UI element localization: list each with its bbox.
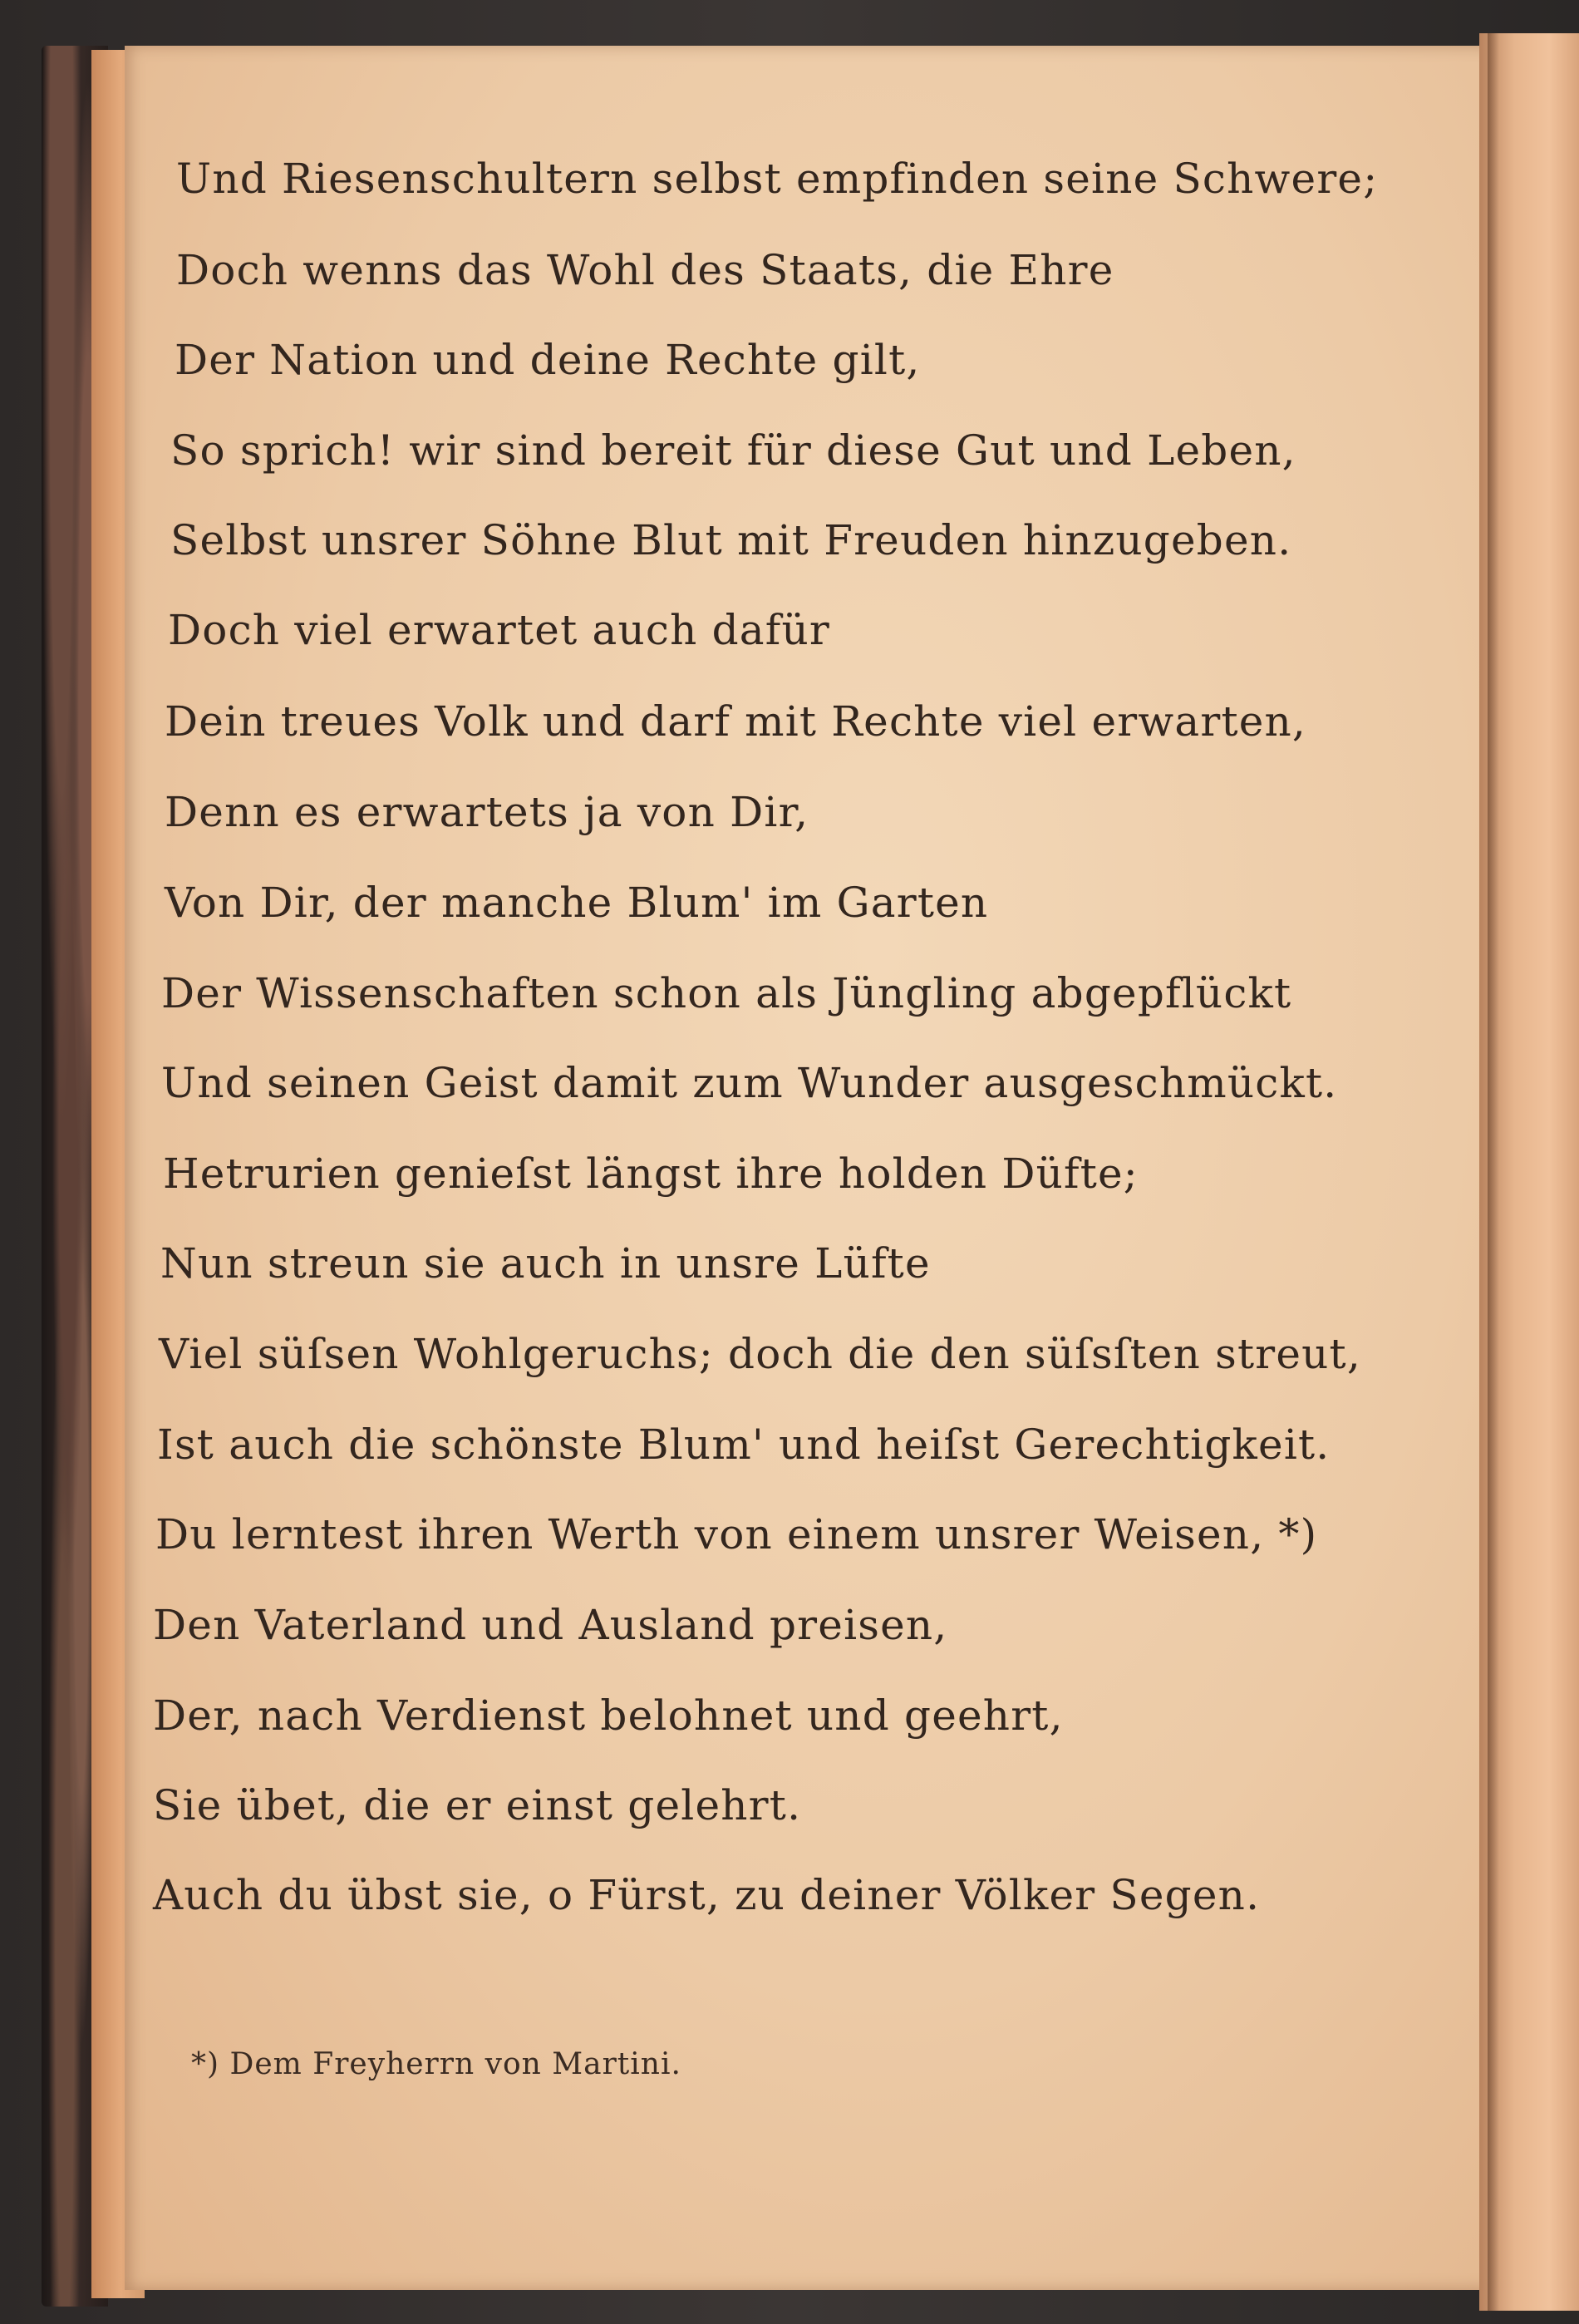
poem-line: Dein treues Volk und darf mit Rechte viel erwarten, <box>165 697 1307 746</box>
poem-line: Denn es erwartets ja von Dir, <box>165 788 809 836</box>
poem-line: Ist auch die schönste Blum' und heiſst Gerechtigkeit. <box>157 1420 1331 1469</box>
poem-line: Der Nation und deine Rechte gilt, <box>175 336 921 384</box>
poem-line: Nun streun sie auch in unsre Lüfte <box>160 1239 931 1288</box>
poem-line: Viel süſsen Wohlgeruchs; doch die den süſsſten streut, <box>159 1330 1361 1378</box>
poem-line: Du lerntest ihren Werth von einem unsrer Weisen, *) <box>155 1510 1318 1558</box>
poem-line: Den Vaterland und Ausland preisen, <box>153 1601 948 1649</box>
poem-line: Sie übet, die er einst gelehrt. <box>153 1781 802 1829</box>
poem-line: Und seinen Geist damit zum Wunder ausgeschmückt. <box>161 1059 1338 1107</box>
poem-line: Doch wenns das Wohl des Staats, die Ehre <box>176 246 1114 294</box>
poem-line: Der, nach Verdienst belohnet und geehrt, <box>153 1691 1064 1740</box>
gutter-shadow <box>1488 33 1499 2311</box>
poem-line: Hetrurien genieſst längst ihre holden Düfte; <box>163 1150 1139 1198</box>
footnote: *) Dem Freyherrn von Martini. <box>191 2047 681 2081</box>
poem-line: Und Riesenschultern selbst empfinden seine Schwere; <box>176 155 1379 203</box>
poem-line: Der Wissenschaften schon als Jüngling abgepflückt <box>161 969 1292 1017</box>
poem-line: So sprich! wir sind bereit für diese Gut und Leben, <box>170 426 1296 475</box>
poem-line: Von Dir, der manche Blum' im Garten <box>165 879 989 927</box>
poem-line: Doch viel erwartet auch dafür <box>168 606 831 654</box>
poem-line: Auch du übst sie, o Fürst, zu deiner Völker Segen. <box>153 1871 1261 1919</box>
poem-line: Selbst unsrer Söhne Blut mit Freuden hinzugeben. <box>170 516 1292 564</box>
